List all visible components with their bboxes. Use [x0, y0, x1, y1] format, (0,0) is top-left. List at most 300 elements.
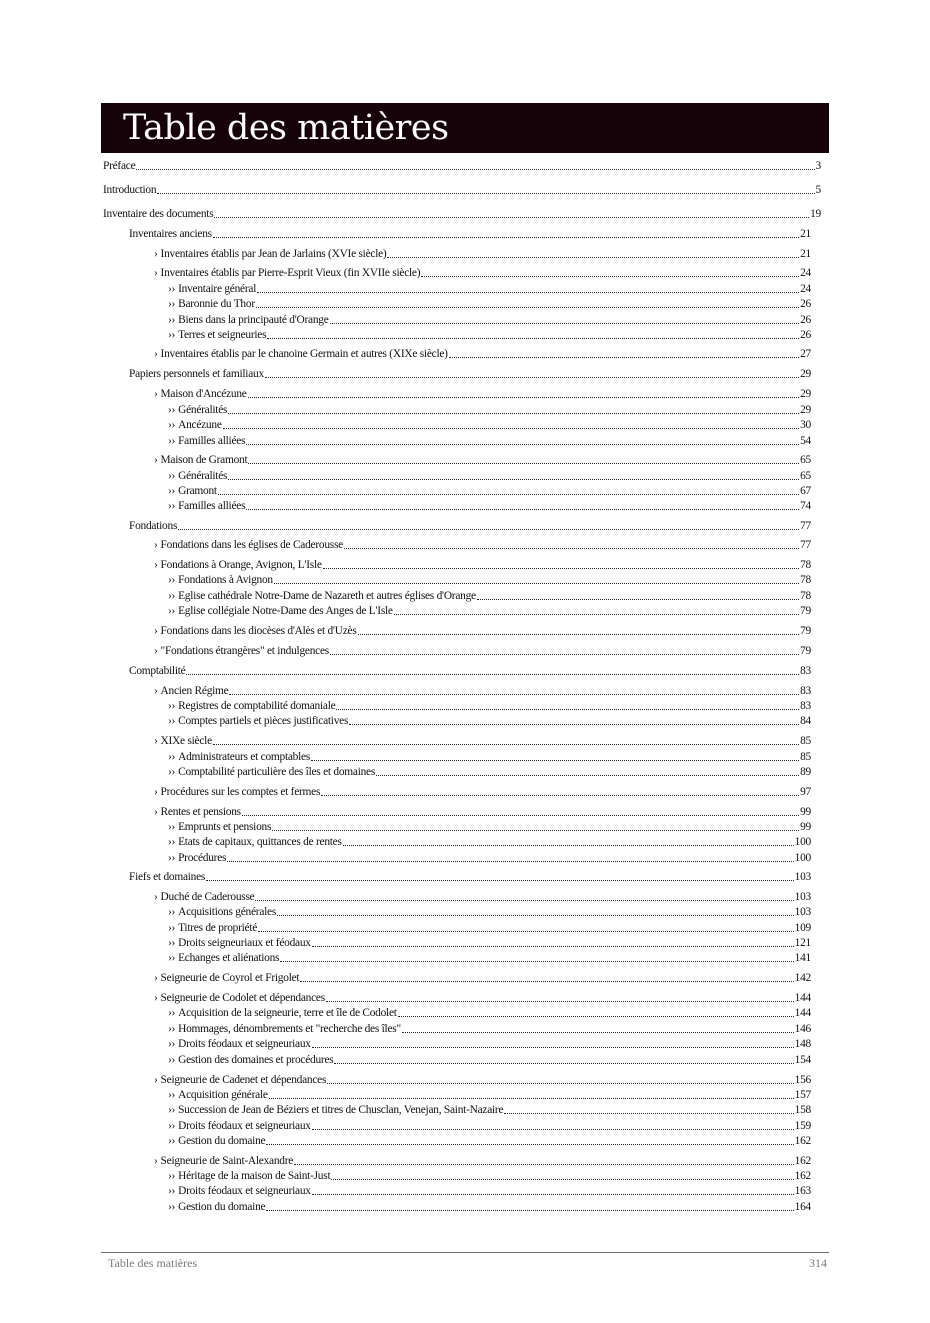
toc-entry[interactable]	[101, 1200, 811, 1214]
toc-entry[interactable]	[101, 403, 811, 417]
toc-entry-label	[168, 699, 335, 713]
double-chevron-right-icon: ››	[168, 937, 176, 949]
toc-entry-page-number: 158	[794, 1104, 811, 1116]
dot-leader	[387, 256, 799, 258]
toc-entry-page-number: 29	[800, 368, 811, 380]
double-chevron-right-icon: ››	[168, 1135, 176, 1147]
double-chevron-right-icon: ››	[168, 574, 176, 586]
toc-entry-label	[168, 589, 476, 603]
toc-entry-label	[168, 750, 310, 764]
toc-entry-page-number: 78	[800, 590, 811, 602]
dot-leader	[344, 547, 799, 549]
toc-entry-text: Acquisition de la seigneurie, terre et île de Codolet	[178, 1007, 397, 1019]
toc-entry-page-number: 162	[794, 1170, 811, 1182]
dot-leader	[323, 567, 799, 569]
toc-entry[interactable]	[101, 207, 821, 221]
toc-entry[interactable]	[101, 418, 811, 432]
toc-entry[interactable]	[101, 936, 811, 950]
toc-entry-page-number: 24	[800, 267, 811, 279]
toc-entry-label	[154, 890, 254, 904]
chevron-right-icon: ›	[154, 454, 158, 466]
toc-entry-label	[168, 499, 245, 513]
double-chevron-right-icon: ››	[168, 419, 176, 431]
toc-entry-text: Familles alliées	[178, 435, 246, 447]
chevron-right-icon: ›	[154, 972, 158, 984]
double-chevron-right-icon: ››	[168, 485, 176, 497]
double-chevron-right-icon: ››	[168, 314, 176, 326]
dot-leader	[358, 633, 800, 635]
toc-entry-page-number: 103	[794, 891, 811, 903]
double-chevron-right-icon: ››	[168, 1201, 176, 1213]
dot-leader	[312, 945, 794, 947]
toc-entry[interactable]	[101, 1169, 811, 1183]
double-chevron-right-icon: ››	[168, 852, 176, 864]
toc-entry-label	[129, 519, 177, 533]
toc-entry-text: Eglise collégiale Notre-Dame des Anges de L'Isle	[178, 605, 393, 617]
toc-entry-page-number: 146	[794, 1023, 811, 1035]
toc-entry[interactable]	[101, 644, 811, 658]
toc-entry-page-number: 144	[794, 1007, 811, 1019]
toc-entry-page-number: 100	[794, 852, 811, 864]
dot-leader	[136, 168, 814, 170]
toc-entry-text: Eglise cathédrale Notre-Dame de Nazareth et autres églises d'Orange	[178, 590, 476, 602]
toc-entry-label	[154, 624, 357, 638]
toc-entry-text: Maison d'Ancézune	[160, 388, 247, 400]
toc-entry-label	[129, 664, 185, 678]
dot-leader	[330, 653, 799, 655]
toc-entry-page-number: 5	[815, 184, 821, 196]
title-bar	[101, 103, 829, 153]
chevron-right-icon: ›	[154, 267, 158, 279]
toc-entry-text: Echanges et aliénations	[178, 952, 280, 964]
double-chevron-right-icon: ››	[168, 605, 176, 617]
chevron-right-icon: ›	[154, 625, 158, 637]
toc-entry-label	[168, 1200, 265, 1214]
toc-entry[interactable]	[101, 1154, 811, 1168]
toc-entry-page-number: 109	[794, 922, 811, 934]
toc-entry-page-number: 162	[794, 1155, 811, 1167]
toc-entry-page-number: 89	[800, 766, 811, 778]
toc-entry-text: Inventaire des documents	[103, 208, 214, 220]
chevron-right-icon: ›	[154, 992, 158, 1004]
toc-entry-text: Fiefs et domaines	[129, 871, 206, 883]
toc-entry-label	[168, 282, 256, 296]
toc-entry-text: Inventaire général	[178, 283, 257, 295]
dot-leader	[228, 412, 799, 414]
toc-entry-text: Rentes et pensions	[160, 806, 241, 818]
toc-entry-page-number: 164	[794, 1201, 811, 1213]
toc-entry-label	[168, 1169, 330, 1183]
toc-entry-text: Fondations à Avignon	[178, 574, 273, 586]
toc-entry-page-number: 78	[800, 559, 811, 571]
toc-entry-page-number: 65	[800, 470, 811, 482]
toc-entry-page-number: 163	[794, 1185, 811, 1197]
toc-entry-text: Procédures sur les comptes et fermes	[160, 786, 321, 798]
toc-entry-label	[168, 328, 266, 342]
toc-entry[interactable]	[101, 519, 811, 533]
dot-leader	[449, 356, 799, 358]
dot-leader	[277, 914, 794, 916]
dot-leader	[343, 844, 794, 846]
toc-entry-text: Hommages, dénombrements et "recherche des îles"	[178, 1023, 401, 1035]
chevron-right-icon: ›	[154, 248, 158, 260]
dot-leader	[294, 1163, 794, 1165]
toc-entry-page-number: 54	[800, 435, 811, 447]
toc-entry-label	[103, 183, 156, 197]
toc-entry-page-number: 24	[800, 283, 811, 295]
toc-entry-page-number: 79	[800, 605, 811, 617]
toc-entry-text: Fondations à Orange, Avignon, L'Isle	[160, 559, 322, 571]
toc-entry[interactable]	[101, 367, 811, 381]
toc-entry-text: Acquisition générale	[178, 1089, 268, 1101]
toc-entry[interactable]	[101, 247, 811, 261]
toc-entry-page-number: 85	[800, 751, 811, 763]
dot-leader	[227, 860, 793, 862]
toc-entry-text: Gestion du domaine	[178, 1201, 266, 1213]
toc-entry-text: Inventaires établis par Jean de Jarlains (XVIe siècle)	[160, 248, 387, 260]
toc-entry-label	[168, 936, 311, 950]
toc-entry[interactable]	[101, 750, 811, 764]
toc-entry-page-number: 156	[794, 1074, 811, 1086]
toc-entry[interactable]	[101, 714, 811, 728]
toc-entry-page-number: 142	[794, 972, 811, 984]
chevron-right-icon: ›	[154, 559, 158, 571]
toc-page	[101, 103, 829, 153]
toc-entry-label	[168, 1134, 265, 1148]
toc-entry-text: XIXe siècle	[160, 735, 212, 747]
toc-entry[interactable]	[101, 905, 811, 919]
toc-entry[interactable]	[101, 765, 811, 779]
double-chevron-right-icon: ››	[168, 283, 176, 295]
toc-entry[interactable]	[101, 1119, 811, 1133]
dot-leader	[228, 478, 799, 480]
toc-entry-text: Duché de Caderousse	[160, 891, 255, 903]
toc-entry-text: Ancien Régime	[160, 685, 229, 697]
dot-leader	[321, 794, 799, 796]
toc-entry-text: Fondations	[129, 520, 178, 532]
double-chevron-right-icon: ››	[168, 1054, 176, 1066]
toc-entry-text: Procédures	[178, 852, 227, 864]
toc-entry-page-number: 85	[800, 735, 811, 747]
dot-leader	[330, 322, 800, 324]
toc-entry-text: Préface	[103, 160, 136, 172]
toc-entry-label	[168, 484, 217, 498]
toc-entry-page-number: 29	[800, 388, 811, 400]
toc-entry-label	[154, 387, 247, 401]
toc-entry-text: Inventaires établis par le chanoine Germain et autres (XIXe siècle)	[160, 348, 448, 360]
double-chevron-right-icon: ››	[168, 1089, 176, 1101]
toc-entry-label	[168, 1053, 333, 1067]
chevron-right-icon: ›	[154, 645, 158, 657]
toc-entry-page-number: 27	[800, 348, 811, 360]
toc-entry-label	[154, 347, 448, 361]
toc-entry[interactable]	[101, 1184, 811, 1198]
toc-entry-page-number: 99	[800, 806, 811, 818]
dot-leader	[394, 613, 799, 615]
double-chevron-right-icon: ››	[168, 952, 176, 964]
toc-entry[interactable]	[101, 1053, 811, 1067]
toc-entry[interactable]	[101, 313, 811, 327]
toc-entry-label	[154, 266, 420, 280]
toc-entry[interactable]	[101, 820, 811, 834]
toc-entry-page-number: 148	[794, 1038, 811, 1050]
toc-entry[interactable]	[101, 604, 811, 618]
dot-leader	[206, 879, 794, 881]
toc-entry[interactable]	[101, 835, 811, 849]
toc-entry-page-number: 78	[800, 574, 811, 586]
toc-entry-text: Comptes partiels et pièces justificatives	[178, 715, 349, 727]
dot-leader	[213, 236, 799, 238]
toc-entry[interactable]	[101, 890, 811, 904]
toc-entry-page-number: 77	[800, 520, 811, 532]
toc-entry[interactable]	[101, 266, 811, 280]
double-chevron-right-icon: ››	[168, 1104, 176, 1116]
toc-entry[interactable]	[101, 1073, 811, 1087]
toc-entry-text: Ancézune	[178, 419, 222, 431]
dot-leader	[213, 743, 799, 745]
toc-entry-label	[168, 765, 375, 779]
toc-entry-label	[168, 714, 348, 728]
toc-entry-text: Droits féodaux et seigneuriaux	[178, 1120, 311, 1132]
dot-leader	[336, 708, 799, 710]
double-chevron-right-icon: ››	[168, 751, 176, 763]
dot-leader	[242, 814, 799, 816]
toc-entry-text: Papiers personnels et familiaux	[129, 368, 264, 380]
toc-entry[interactable]	[101, 785, 811, 799]
toc-entry[interactable]	[101, 183, 821, 197]
toc-entry-text: Succession de Jean de Béziers et titres de Chusclan, Venejan, Saint-Nazaire	[178, 1104, 504, 1116]
toc-entry[interactable]	[101, 558, 811, 572]
double-chevron-right-icon: ››	[168, 922, 176, 934]
toc-entry-label	[168, 469, 227, 483]
toc-entry-page-number: 29	[800, 404, 811, 416]
toc-entry-text: Droits féodaux et seigneuriaux	[178, 1038, 311, 1050]
toc-entry-label	[154, 734, 212, 748]
toc-entry[interactable]	[101, 991, 811, 1005]
toc-entry[interactable]	[101, 538, 811, 552]
toc-entry-page-number: 162	[794, 1135, 811, 1147]
toc-entry[interactable]	[101, 805, 811, 819]
chevron-right-icon: ›	[154, 786, 158, 798]
dot-leader	[272, 829, 799, 831]
chevron-right-icon: ›	[154, 735, 158, 747]
double-chevron-right-icon: ››	[168, 1023, 176, 1035]
toc-entry[interactable]	[101, 387, 811, 401]
dot-leader	[223, 427, 799, 429]
toc-entry[interactable]	[101, 624, 811, 638]
toc-entry[interactable]	[101, 1037, 811, 1051]
toc-entry[interactable]	[101, 589, 811, 603]
toc-entry-text: Généralités	[178, 404, 228, 416]
dot-leader	[229, 693, 799, 695]
toc-entry[interactable]	[101, 1006, 811, 1020]
double-chevron-right-icon: ››	[168, 700, 176, 712]
chevron-right-icon: ›	[154, 388, 158, 400]
toc-entry-label	[154, 805, 241, 819]
footer-section-title: Table des matières	[108, 1256, 198, 1270]
dot-leader	[349, 723, 799, 725]
double-chevron-right-icon: ››	[168, 435, 176, 447]
toc-entry[interactable]	[101, 664, 811, 678]
toc-entry-label	[154, 785, 320, 799]
toc-entry-page-number: 121	[794, 937, 811, 949]
toc-entry[interactable]	[101, 1134, 811, 1148]
toc-entry[interactable]	[101, 951, 811, 965]
toc-entry-page-number: 97	[800, 786, 811, 798]
toc-entry-text: Emprunts et pensions	[178, 821, 272, 833]
toc-entry[interactable]	[101, 684, 811, 698]
toc-entry[interactable]	[101, 159, 821, 173]
dot-leader	[266, 1209, 793, 1211]
dot-leader	[477, 598, 799, 600]
toc-entry[interactable]	[101, 1088, 811, 1102]
toc-entry[interactable]	[101, 1103, 811, 1117]
toc-entry-page-number: 83	[800, 685, 811, 697]
toc-entry-label	[129, 367, 264, 381]
toc-entry-text: Familles alliées	[178, 500, 246, 512]
toc-entry-text: Titres de propriété	[178, 922, 258, 934]
toc-entry-text: Fondations dans les églises de Caderousse	[160, 539, 343, 551]
dot-leader	[267, 337, 799, 339]
dot-leader	[402, 1031, 794, 1033]
toc-entry[interactable]	[101, 453, 811, 467]
toc-entry-text: Gramont	[178, 485, 217, 497]
toc-entry-page-number: 99	[800, 821, 811, 833]
toc-entry-text: Biens dans la principauté d'Orange	[178, 314, 329, 326]
toc-entry-text: Maison de Gramont	[160, 454, 248, 466]
toc-entry-label	[168, 573, 273, 587]
toc-entry-text: Fondations dans les diocèses d'Alès et d'Uzès	[160, 625, 357, 637]
toc-entry[interactable]	[101, 227, 811, 241]
toc-entry-label	[168, 434, 245, 448]
toc-entry-page-number: 79	[800, 625, 811, 637]
double-chevron-right-icon: ››	[168, 715, 176, 727]
dot-leader	[300, 980, 793, 982]
double-chevron-right-icon: ››	[168, 1170, 176, 1182]
toc-entry-label	[154, 1073, 326, 1087]
toc-entry[interactable]	[101, 499, 811, 513]
toc-entry-page-number: 84	[800, 715, 811, 727]
toc-entry[interactable]	[101, 1022, 811, 1036]
dot-leader	[246, 508, 799, 510]
toc-entry-page-number: 65	[800, 454, 811, 466]
toc-entry-page-number: 83	[800, 665, 811, 677]
toc-entry[interactable]	[101, 971, 811, 985]
toc-entry-label	[154, 247, 386, 261]
toc-entry[interactable]	[101, 328, 811, 342]
dot-leader	[312, 1193, 794, 1195]
toc-entry-label	[168, 1088, 268, 1102]
toc-entry-page-number: 21	[800, 228, 811, 240]
dot-leader	[280, 960, 793, 962]
toc-entry[interactable]	[101, 851, 811, 865]
dot-leader	[311, 759, 799, 761]
toc-entry[interactable]	[101, 282, 811, 296]
toc-entry-page-number: 19	[810, 208, 821, 220]
toc-entry-text: Inventaires établis par Pierre-Esprit Vieux (fin XVIIe siècle)	[160, 267, 421, 279]
toc-entry-label	[168, 418, 222, 432]
dot-leader	[326, 1000, 794, 1002]
double-chevron-right-icon: ››	[168, 470, 176, 482]
toc-entry-text: Introduction	[103, 184, 157, 196]
toc-entry[interactable]	[101, 297, 811, 311]
toc-entry-page-number: 77	[800, 539, 811, 551]
toc-entry-label	[103, 207, 213, 221]
toc-entry-text: Droits seigneuriaux et féodaux	[178, 937, 311, 949]
dot-leader	[421, 275, 799, 277]
toc-entry-text: Administrateurs et comptables	[178, 751, 311, 763]
toc-entry-page-number: 67	[800, 485, 811, 497]
toc-entry-text: Acquisitions générales	[178, 906, 277, 918]
toc-entry-page-number: 26	[800, 329, 811, 341]
toc-entry[interactable]	[101, 921, 811, 935]
dot-leader	[269, 1097, 794, 1099]
toc-entry[interactable]	[101, 434, 811, 448]
dot-leader	[312, 1046, 794, 1048]
toc-entry-page-number: 144	[794, 992, 811, 1004]
toc-entry[interactable]	[101, 734, 811, 748]
toc-entry-label	[154, 453, 247, 467]
toc-entry-page-number: 26	[800, 314, 811, 326]
dot-leader	[265, 376, 799, 378]
toc-entry-text: Registres de comptabilité domaniale	[178, 700, 336, 712]
toc-entry[interactable]	[101, 699, 811, 713]
dot-leader	[504, 1112, 793, 1114]
double-chevron-right-icon: ››	[168, 1038, 176, 1050]
page-title: Table des matières	[123, 108, 449, 148]
dot-leader	[157, 192, 814, 194]
toc-entry-page-number: 30	[800, 419, 811, 431]
toc-entry-label	[168, 1184, 311, 1198]
toc-entry-label	[168, 951, 279, 965]
toc-entry-page-number: 103	[794, 871, 811, 883]
toc-entry-page-number: 141	[794, 952, 811, 964]
double-chevron-right-icon: ››	[168, 836, 176, 848]
double-chevron-right-icon: ››	[168, 766, 176, 778]
dot-leader	[214, 216, 809, 218]
toc-entry-page-number: 154	[794, 1054, 811, 1066]
toc-entry-label	[154, 1154, 293, 1168]
dot-leader	[178, 528, 799, 530]
dot-leader	[258, 930, 794, 932]
toc-entry[interactable]	[101, 347, 811, 361]
chevron-right-icon: ›	[154, 1074, 158, 1086]
toc-entry-label	[168, 835, 342, 849]
toc-entry-page-number: 83	[800, 700, 811, 712]
toc-entry[interactable]	[101, 484, 811, 498]
toc-entry[interactable]	[101, 573, 811, 587]
toc-entry-label	[129, 870, 205, 884]
toc-entry-label	[168, 1119, 311, 1133]
toc-entry-label	[154, 644, 329, 658]
toc-entry-label	[103, 159, 135, 173]
toc-entry-label	[154, 971, 299, 985]
toc-entry-label	[168, 1037, 311, 1051]
toc-entry-label	[168, 403, 227, 417]
dot-leader	[248, 462, 799, 464]
toc-entry-label	[154, 991, 325, 1005]
toc-entry-text: Comptabilité	[129, 665, 186, 677]
chevron-right-icon: ›	[154, 539, 158, 551]
toc-entry-label	[168, 313, 329, 327]
toc-entry-label	[168, 1006, 397, 1020]
toc-entry[interactable]	[101, 870, 811, 884]
toc-entry-label	[168, 604, 393, 618]
toc-entry[interactable]	[101, 469, 811, 483]
toc-entry-label	[154, 684, 228, 698]
toc-entry-text: Gestion des domaines et procédures	[178, 1054, 334, 1066]
toc-entry-text: Seigneurie de Coyrol et Frigolet	[160, 972, 300, 984]
